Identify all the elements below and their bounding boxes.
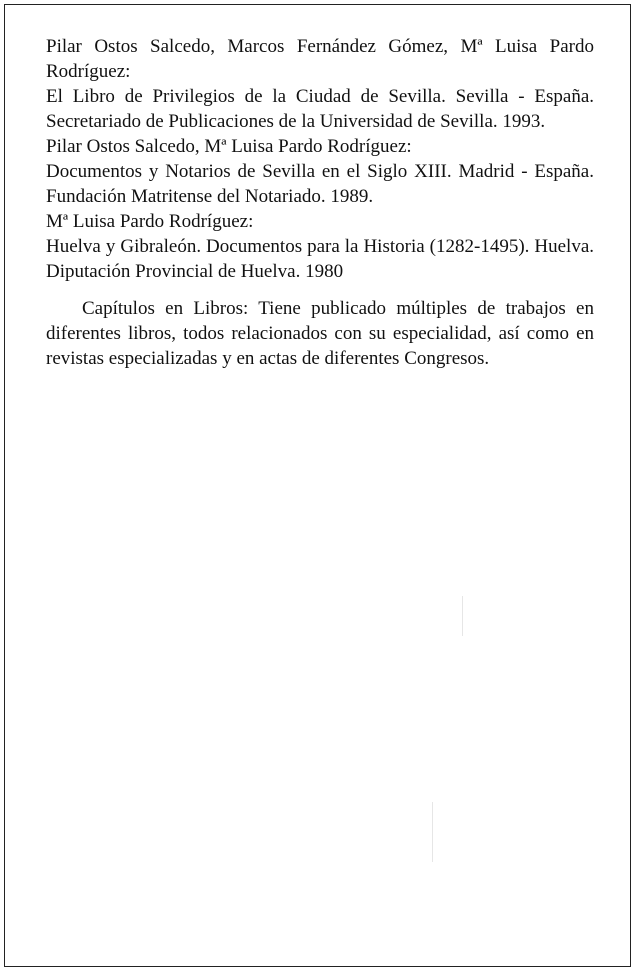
scan-artifact [462, 596, 463, 636]
chapters-paragraph: Capítulos en Libros: Tiene publicado múltiples de trabajos en diferentes libros, todos relacionados con su especialidad, así como en revistas especializadas y en actas de diferentes Congresos. [46, 298, 594, 369]
reference-citation: Documentos y Notarios de Sevilla en el Siglo XIII. Madrid - España. Fundación Matritense del Notariado. 1989. [46, 161, 594, 207]
reference-authors: Pilar Ostos Salcedo, Marcos Fernández Gómez, Mª Luisa Pardo Rodríguez: [46, 36, 594, 82]
reference-3 [46, 209, 594, 284]
reference-1 [46, 34, 594, 134]
reference-2 [46, 134, 594, 209]
reference-authors: Pilar Ostos Salcedo, Mª Luisa Pardo Rodríguez: [46, 136, 412, 157]
document-body [46, 34, 594, 390]
reference-citation: El Libro de Privilegios de la Ciudad de Sevilla. Sevilla - España. Secretariado de Publicaciones de la Universidad de Sevilla. 1993. [46, 86, 594, 132]
scan-artifact [432, 802, 433, 862]
reference-authors: Mª Luisa Pardo Rodríguez: [46, 211, 254, 232]
reference-citation: Huelva y Gibraleón. Documentos para la Historia (1282-1495). Huelva. Diputación Provincial de Huelva. 1980 [46, 236, 594, 282]
